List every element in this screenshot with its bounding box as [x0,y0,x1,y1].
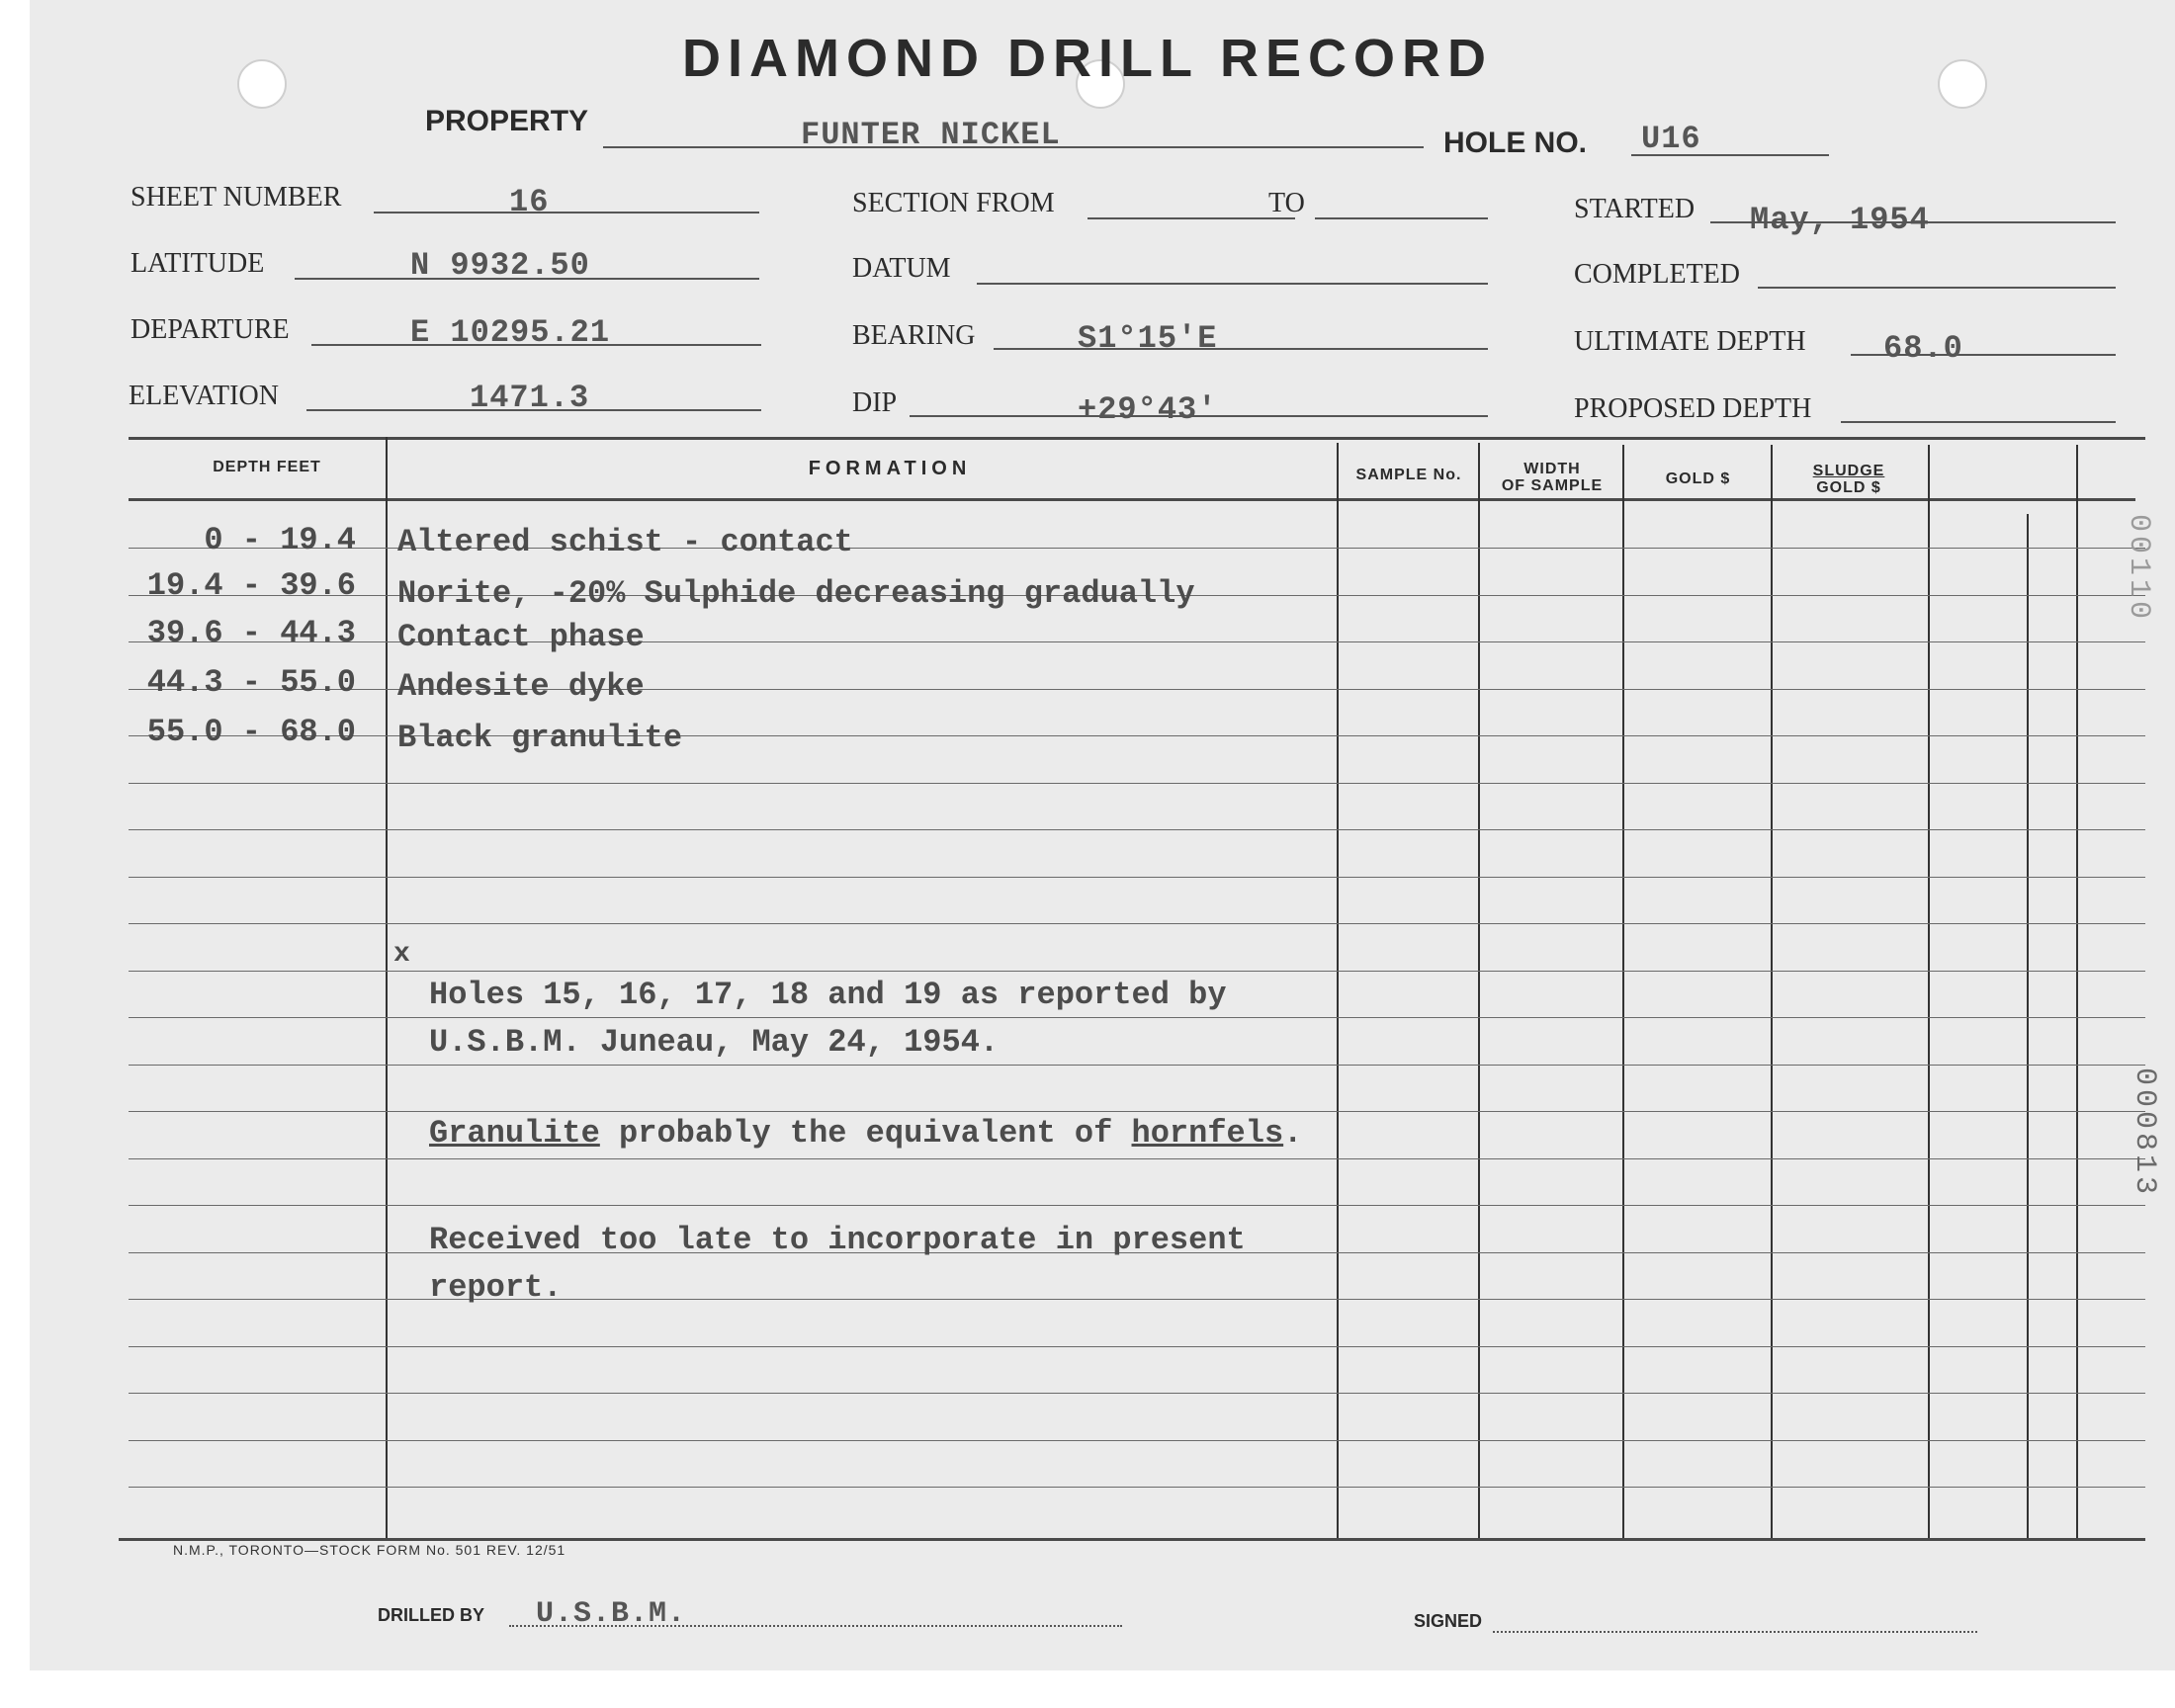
hole-no-value: U16 [1641,121,1701,157]
side-stamp-top: 00110 [2122,514,2155,624]
ruled-line [129,1205,2145,1206]
ruled-line [129,1346,2145,1347]
col-divider-right [2076,445,2078,1538]
col-divider-sample [1478,443,1480,1538]
ultimate-depth-label: ULTIMATE DEPTH [1574,326,1806,357]
note-line-2: U.S.B.M. Juneau, May 24, 1954. [429,1024,1000,1061]
note-granulite: Granulite [429,1115,600,1152]
section-from-line [1088,217,1295,219]
note-line-5: report. [429,1269,563,1306]
started-value: May, 1954 [1750,202,1930,238]
depth-cell: 19.4 - 39.6 [146,567,356,604]
ruled-line [129,923,2145,924]
col-divider-sludge [1928,445,1930,1538]
col-divider-extra [2027,514,2029,1538]
to-label: TO [1268,188,1305,218]
ruled-line [129,1393,2145,1394]
note-line-3-end: . [1283,1115,1303,1152]
depth-cell: 44.3 - 55.0 [146,664,356,701]
bearing-line [994,348,1488,350]
drilled-by-value: U.S.B.M. [536,1597,687,1631]
bearing-label: BEARING [852,320,976,351]
formation-cell: Altered schist - contact [397,524,853,560]
ruled-line [129,1065,2145,1066]
col-divider-formation [1337,443,1339,1538]
side-stamp-number: 000813 [2128,1068,2161,1199]
col-header-sludge-line1: SLUDGE [1812,463,1885,479]
datum-label: DATUM [852,253,951,284]
form-title: DIAMOND DRILL RECORD [682,29,1493,88]
started-label: STARTED [1574,194,1696,224]
formation-cell: Black granulite [397,720,683,756]
drilled-by-label: DRILLED BY [378,1605,484,1625]
section-from-label: SECTION FROM [852,188,1055,218]
note-line-3 [429,1115,1302,1152]
dip-label: DIP [852,387,898,418]
col-header-width-line1: WIDTH [1523,461,1581,477]
col-divider-depth [386,437,388,1538]
table-top-rule [129,437,2145,440]
to-line [1315,217,1488,219]
proposed-depth-label: PROPOSED DEPTH [1574,393,1812,424]
ruled-line [129,877,2145,878]
note-line-4: Received too late to incorporate in present [429,1222,1246,1258]
depth-cell: 0 - 19.4 [204,522,356,558]
col-header-width-of-sample [1483,461,1621,494]
ruled-line [129,1487,2145,1488]
sheet-number-label: SHEET NUMBER [130,182,342,213]
ruled-line [129,1440,2145,1441]
col-header-formation: FORMATION [808,458,972,479]
sheet-number-value: 16 [509,184,550,220]
ruled-line [129,1017,2145,1018]
col-header-sample-no: SAMPLE No. [1355,467,1462,483]
col-header-gold: GOLD $ [1665,470,1731,487]
col-divider-width [1622,445,1624,1538]
table-header-rule [129,498,2135,501]
col-header-depth: DEPTH FEET [213,459,321,475]
bearing-value: S1°15'E [1078,320,1218,357]
proposed-depth-line [1841,421,2116,423]
col-divider-gold [1771,445,1773,1538]
formation-cell: Andesite dyke [397,668,645,705]
elevation-label: ELEVATION [129,381,279,411]
ruled-line [129,1158,2145,1159]
ruled-line [129,971,2145,972]
col-header-sludge-gold [1775,463,1923,496]
sheet-number-line [374,212,759,214]
table-bottom-rule [119,1538,2145,1541]
ultimate-depth-value: 68.0 [1883,330,1963,367]
property-value: FUNTER NICKEL [801,117,1061,153]
signed-line [1493,1631,1977,1633]
property-label: PROPERTY [425,105,589,137]
hole-no-label: HOLE NO. [1443,127,1588,159]
col-header-sludge-line2: GOLD $ [1816,479,1881,496]
ruled-line [129,783,2145,784]
elevation-value: 1471.3 [470,380,590,416]
formation-cell: Contact phase [397,619,645,655]
dip-value: +29°43' [1078,391,1218,428]
depth-cell: 55.0 - 68.0 [146,714,356,750]
punch-hole-left [237,59,287,109]
completed-label: COMPLETED [1574,259,1740,290]
latitude-label: LATITUDE [130,248,265,279]
drill-record-sheet [30,0,2175,1670]
datum-line [977,283,1488,285]
note-mark: x [393,939,410,970]
col-header-width-line2: OF SAMPLE [1501,477,1604,494]
departure-label: DEPARTURE [130,314,290,345]
departure-value: E 10295.21 [410,314,611,351]
note-line-3-mid: probably the equivalent of [599,1115,1132,1152]
signed-label: SIGNED [1414,1611,1483,1631]
form-number: N.M.P., TORONTO—STOCK FORM No. 501 REV. 12/51 [173,1542,566,1558]
ruled-line [129,1111,2145,1112]
note-line-1: Holes 15, 16, 17, 18 and 19 as reported by [429,977,1227,1013]
note-hornfels: hornfels [1131,1115,1284,1152]
completed-line [1758,287,2116,289]
ruled-line [129,829,2145,830]
punch-hole-right [1938,59,1987,109]
formation-cell: Norite, -20% Sulphide decreasing gradually [397,575,1195,612]
latitude-value: N 9932.50 [410,247,590,284]
depth-cell: 39.6 - 44.3 [146,615,356,651]
